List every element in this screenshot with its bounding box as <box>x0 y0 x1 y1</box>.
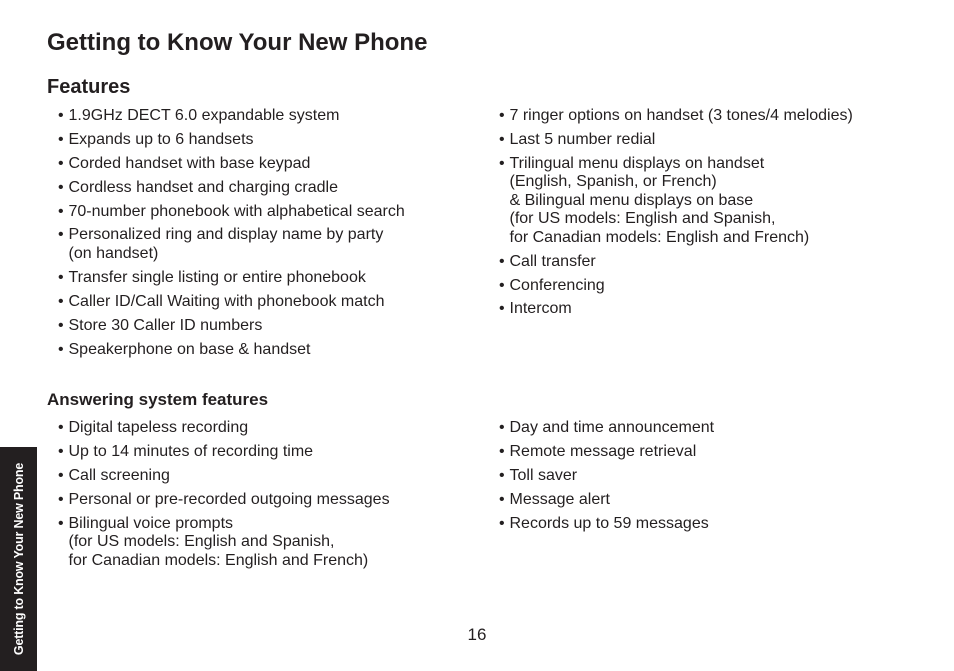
list-item <box>499 491 919 510</box>
bullet-icon: • <box>58 268 64 286</box>
bullet-icon: • <box>499 442 505 460</box>
list-item <box>58 341 478 360</box>
list-item-text: Cordless handset and charging cradle <box>68 178 338 196</box>
answering-system-heading: Answering system features <box>47 390 269 409</box>
list-item-subtext: for Canadian models: English and French) <box>68 551 369 569</box>
list-item-text: Digital tapeless recording <box>68 419 249 436</box>
list-item-text: Bilingual voice prompts <box>68 514 234 532</box>
list-item <box>58 203 478 222</box>
list-item <box>499 443 919 462</box>
features-heading: Features <box>47 76 131 98</box>
bullet-icon: • <box>58 178 64 196</box>
list-item-text: Remote message retrieval <box>509 442 697 460</box>
page-title: Getting to Know Your New Phone <box>47 29 428 56</box>
list-item-text: Up to 14 minutes of recording time <box>68 442 314 460</box>
bullet-icon: • <box>58 340 64 358</box>
list-item <box>499 419 919 438</box>
page-number: 16 <box>467 625 487 644</box>
list-item-subtext: & Bilingual menu displays on base <box>509 191 754 209</box>
list-item-subtext: (for US models: English and Spanish, <box>509 210 776 228</box>
bullet-icon: • <box>499 252 505 270</box>
bullet-icon: • <box>499 300 505 318</box>
list-item-text: Trilingual menu displays on handset <box>509 154 765 172</box>
list-item <box>58 107 478 126</box>
list-item-subtext: for Canadian models: English and French) <box>509 228 810 246</box>
bullet-icon: • <box>58 442 64 460</box>
list-item-text: Personalized ring and display name by party <box>68 226 384 244</box>
list-item <box>58 467 478 486</box>
list-item-text: Records up to 59 messages <box>509 514 709 532</box>
bullet-icon: • <box>499 107 505 124</box>
bullet-icon: • <box>58 419 64 436</box>
bullet-icon: • <box>58 292 64 310</box>
list-item-text: Conferencing <box>509 276 605 294</box>
list-item-text: Call transfer <box>509 252 596 270</box>
list-item-subtext: (English, Spanish, or French) <box>509 173 717 191</box>
bullet-icon: • <box>58 130 64 148</box>
bullet-icon: • <box>499 490 505 508</box>
bullet-icon: • <box>58 154 64 172</box>
answering-list-left <box>58 419 478 575</box>
list-item-text: Caller ID/Call Waiting with phonebook match <box>68 292 385 310</box>
list-item-text: Day and time announcement <box>509 419 715 436</box>
list-item <box>58 491 478 510</box>
bullet-icon: • <box>58 316 64 334</box>
list-item <box>58 293 478 312</box>
bullet-icon: • <box>58 466 64 484</box>
features-list-left <box>58 107 478 364</box>
list-item <box>58 515 478 571</box>
list-item <box>58 131 478 150</box>
bullet-icon: • <box>58 514 64 532</box>
list-item-text: 7 ringer options on handset (3 tones/4 melodies) <box>509 107 853 124</box>
list-item-text: Last 5 number redial <box>509 130 656 148</box>
bullet-icon: • <box>499 419 505 436</box>
list-item <box>58 443 478 462</box>
bullet-icon: • <box>58 107 64 124</box>
list-item-text: Store 30 Caller ID numbers <box>68 316 263 334</box>
bullet-icon: • <box>58 226 64 244</box>
bullet-icon: • <box>499 154 505 172</box>
list-item-text: 70-number phonebook with alphabetical search <box>68 202 405 220</box>
answering-list-right <box>499 419 919 538</box>
list-item <box>58 269 478 288</box>
list-item <box>499 300 919 319</box>
bullet-icon: • <box>499 514 505 532</box>
bullet-icon: • <box>499 466 505 484</box>
side-tab-label: Getting to Know Your New Phone <box>11 462 26 656</box>
list-item <box>499 253 919 272</box>
list-item-text: Call screening <box>68 466 170 484</box>
bullet-icon: • <box>499 130 505 148</box>
list-item-subtext: (on handset) <box>68 244 159 262</box>
list-item <box>499 107 919 126</box>
list-item-subtext: (for US models: English and Spanish, <box>68 533 335 551</box>
list-item <box>499 155 919 248</box>
list-item-text: Message alert <box>509 490 610 508</box>
list-item-text: Personal or pre-recorded outgoing messages <box>68 490 390 508</box>
list-item-text: Speakerphone on base & handset <box>68 340 311 358</box>
side-chapter-tab <box>0 447 37 671</box>
list-item <box>58 179 478 198</box>
bullet-icon: • <box>58 490 64 508</box>
list-item-text: Corded handset with base keypad <box>68 154 311 172</box>
list-item <box>499 277 919 296</box>
list-item <box>58 226 478 263</box>
list-item-text: Intercom <box>509 300 572 318</box>
list-item <box>499 467 919 486</box>
list-item <box>499 131 919 150</box>
list-item-text: Transfer single listing or entire phonebook <box>68 268 366 286</box>
bullet-icon: • <box>499 276 505 294</box>
list-item <box>58 317 478 336</box>
list-item <box>58 419 478 438</box>
features-list-right <box>499 107 919 324</box>
bullet-icon: • <box>58 202 64 220</box>
list-item-text: 1.9GHz DECT 6.0 expandable system <box>68 107 340 124</box>
list-item-text: Toll saver <box>509 466 578 484</box>
list-item <box>58 155 478 174</box>
list-item-text: Expands up to 6 handsets <box>68 130 254 148</box>
list-item <box>499 515 919 534</box>
